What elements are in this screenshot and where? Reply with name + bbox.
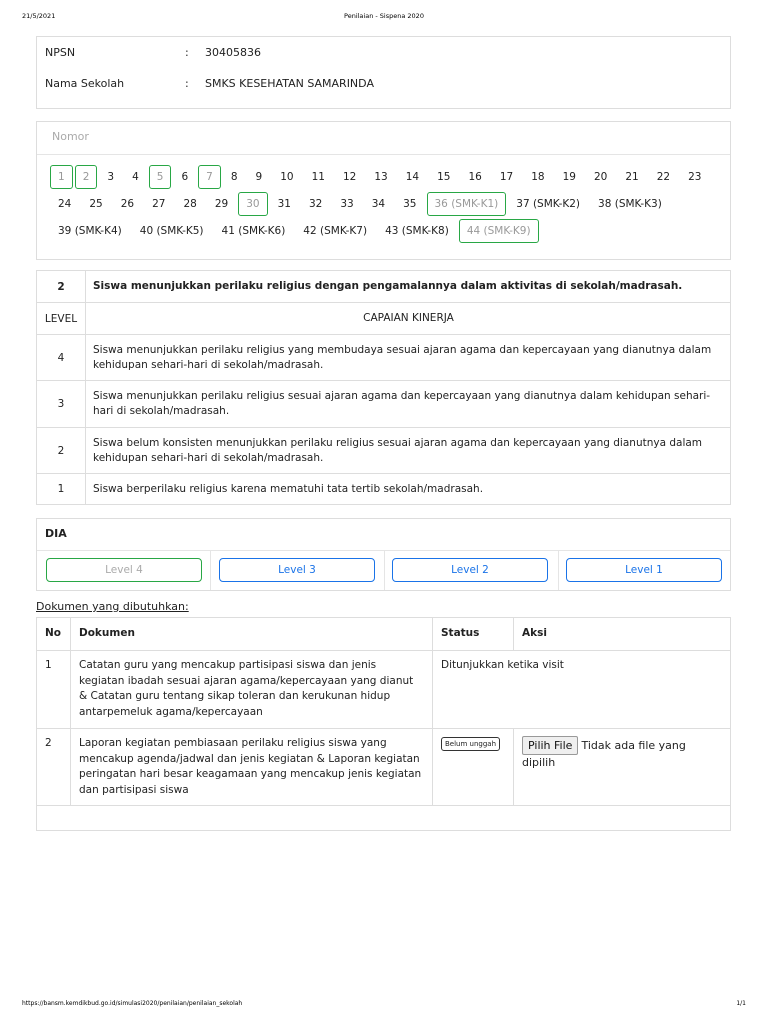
nomor-item[interactable]: 16 — [468, 171, 482, 183]
document-text: Laporan kegiatan pembiasaan perilaku religius siswa yang mencakup agenda/jadwal dan jenis kegiatan & Laporan kegiatan peringatan hari besar keagamaan yang mencakup jenis kegiatan dan partisipasi siswa — [71, 729, 433, 806]
nomor-item[interactable]: 33 — [340, 198, 354, 210]
document-status: Ditunjukkan ketika visit — [433, 651, 731, 729]
aksi-header: Aksi — [514, 618, 731, 651]
nomor-item[interactable]: 2 — [75, 165, 98, 189]
nomor-item[interactable]: 7 — [198, 165, 221, 189]
choose-file-button[interactable]: Pilih File — [522, 736, 578, 755]
nomor-item[interactable]: 31 — [277, 198, 291, 210]
nomor-item[interactable]: 43 (SMK-K8) — [385, 225, 449, 237]
nomor-item[interactable]: 9 — [255, 171, 263, 183]
nomor-item[interactable]: 29 — [214, 198, 229, 210]
nomor-item[interactable]: 44 (SMK-K9) — [459, 219, 539, 243]
nomor-item[interactable]: 30 — [238, 192, 267, 216]
nomor-item[interactable]: 15 — [437, 171, 451, 183]
npsn-value: 30405836 — [205, 46, 261, 59]
school-info-card — [36, 36, 731, 109]
nomor-item[interactable]: 24 — [58, 198, 72, 210]
capaian-header: CAPAIAN KINERJA — [86, 303, 731, 335]
divider — [37, 154, 730, 155]
nomor-item[interactable]: 19 — [562, 171, 576, 183]
criteria-row — [37, 381, 731, 428]
document-status-cell — [433, 729, 514, 806]
dokumen-header: Dokumen — [71, 618, 433, 651]
criteria-text: Siswa berperilaku religius karena mematuhi tata tertib sekolah/madrasah. — [86, 474, 731, 505]
status-header: Status — [433, 618, 514, 651]
colon: : — [185, 77, 189, 90]
nomor-item[interactable]: 3 — [107, 171, 115, 183]
document-text: Catatan guru yang mencakup partisipasi siswa dan jenis kegiatan ibadah sesuai ajaran agama/kepercayaan yang dianut & Catatan guru tentang sikap toleran dan kerukunan hidup antarpemeluk agama/kepercayaan — [71, 651, 433, 729]
nomor-item[interactable]: 22 — [656, 171, 671, 183]
level-3-button[interactable]: Level 3 — [219, 558, 375, 582]
nomor-card — [36, 121, 731, 260]
nomor-item[interactable]: 8 — [230, 171, 238, 183]
print-page-number: 1/1 — [736, 1000, 746, 1007]
nomor-item[interactable]: 12 — [342, 171, 357, 183]
level-header: LEVEL — [37, 303, 86, 335]
print-header — [22, 12, 746, 22]
school-name-value: SMKS KESEHATAN SAMARINDA — [205, 77, 374, 90]
criteria-statement: Siswa menunjukkan perilaku religius dengan pengamalannya dalam aktivitas di sekolah/madrasah. — [86, 271, 731, 303]
criteria-level: 1 — [37, 474, 86, 505]
document-row — [37, 729, 731, 806]
level-2-button[interactable]: Level 2 — [392, 558, 548, 582]
criteria-header-row — [37, 271, 731, 303]
criteria-row — [37, 474, 731, 505]
documents-header-row — [37, 618, 731, 651]
documents-title: Dokumen yang dibutuhkan: — [36, 600, 189, 613]
status-badge: Belum unggah — [441, 737, 500, 751]
document-no: 2 — [37, 729, 71, 806]
criteria-level: 4 — [37, 335, 86, 381]
nomor-item[interactable]: 21 — [625, 171, 639, 183]
document-no: 1 — [37, 651, 71, 729]
nomor-item[interactable]: 20 — [593, 171, 608, 183]
divider — [558, 551, 559, 590]
school-name-label: Nama Sekolah — [45, 77, 125, 90]
criteria-row — [37, 335, 731, 381]
nomor-item[interactable]: 4 — [132, 171, 139, 183]
nomor-item[interactable]: 32 — [309, 198, 323, 210]
nomor-item[interactable]: 13 — [374, 171, 388, 183]
npsn-label: NPSN — [45, 46, 76, 59]
nomor-item[interactable]: 36 (SMK-K1) — [427, 192, 507, 216]
nomor-grid — [50, 165, 720, 246]
level-1-button[interactable]: Level 1 — [566, 558, 722, 582]
print-url: https://bansm.kemdikbud.go.id/simulasi2020/penilaian/penilaian_sekolah — [22, 1000, 243, 1007]
nomor-item[interactable]: 18 — [531, 171, 545, 183]
nomor-item[interactable]: 39 (SMK-K4) — [58, 225, 122, 237]
divider — [384, 551, 385, 590]
nomor-item[interactable]: 40 (SMK-K5) — [139, 225, 204, 237]
criteria-level: 2 — [37, 428, 86, 474]
nomor-item[interactable]: 42 (SMK-K7) — [303, 225, 368, 237]
nomor-item[interactable]: 11 — [311, 171, 325, 183]
empty-row — [37, 806, 731, 831]
nomor-item[interactable]: 25 — [89, 198, 103, 210]
nomor-item[interactable]: 23 — [688, 171, 702, 183]
file-status-text: Tidak ada file yang dipilih — [522, 739, 686, 769]
nomor-item[interactable]: 10 — [280, 171, 294, 183]
document-row — [37, 651, 731, 729]
nomor-item[interactable]: 14 — [405, 171, 420, 183]
criteria-text: Siswa belum konsisten menunjukkan perilaku religius sesuai ajaran agama dan kepercayaan yang dianutnya dalam kehidupan sehari-hari di sekolah/madrasah. — [86, 428, 731, 474]
nomor-item[interactable]: 28 — [183, 198, 197, 210]
level-4-button[interactable]: Level 4 — [46, 558, 202, 582]
empty-cell — [37, 806, 731, 831]
criteria-text: Siswa menunjukkan perilaku religius yang membudaya sesuai ajaran agama dan kepercayaan yang dianutnya dalam kehidupan sehari-hari di sekolah/madrasah. — [86, 335, 731, 381]
level-header-row — [37, 303, 731, 335]
nomor-item[interactable]: 34 — [371, 198, 386, 210]
dia-title: DIA — [45, 527, 67, 540]
criteria-number: 2 — [37, 271, 86, 303]
colon: : — [185, 46, 189, 59]
nomor-item[interactable]: 17 — [499, 171, 514, 183]
criteria-table — [36, 270, 731, 505]
no-header: No — [37, 618, 71, 651]
nomor-item[interactable]: 6 — [181, 171, 189, 183]
print-footer — [22, 1000, 746, 1010]
print-date: 21/5/2021 — [22, 12, 56, 20]
nomor-item[interactable]: 38 (SMK-K3) — [598, 198, 662, 210]
nomor-item[interactable]: 27 — [152, 198, 166, 210]
nomor-item[interactable]: 1 — [50, 165, 73, 189]
nomor-item[interactable]: 37 (SMK-K2) — [516, 198, 581, 210]
nomor-item[interactable]: 5 — [149, 165, 172, 189]
divider — [210, 551, 211, 590]
nomor-item[interactable]: 35 — [403, 198, 417, 210]
print-title: Penilaian - Sispena 2020 — [344, 12, 424, 20]
dia-card — [36, 518, 731, 591]
criteria-level: 3 — [37, 381, 86, 428]
nomor-item[interactable]: 41 (SMK-K6) — [221, 225, 286, 237]
criteria-text: Siswa menunjukkan perilaku religius sesuai ajaran agama dan kepercayaan yang dianutnya dalam kehidupan sehari-hari di sekolah/madrasah. — [86, 381, 731, 428]
nomor-title: Nomor — [52, 130, 89, 143]
nomor-item[interactable]: 26 — [120, 198, 135, 210]
documents-table — [36, 617, 731, 831]
criteria-row — [37, 428, 731, 474]
document-action-cell — [514, 729, 731, 806]
